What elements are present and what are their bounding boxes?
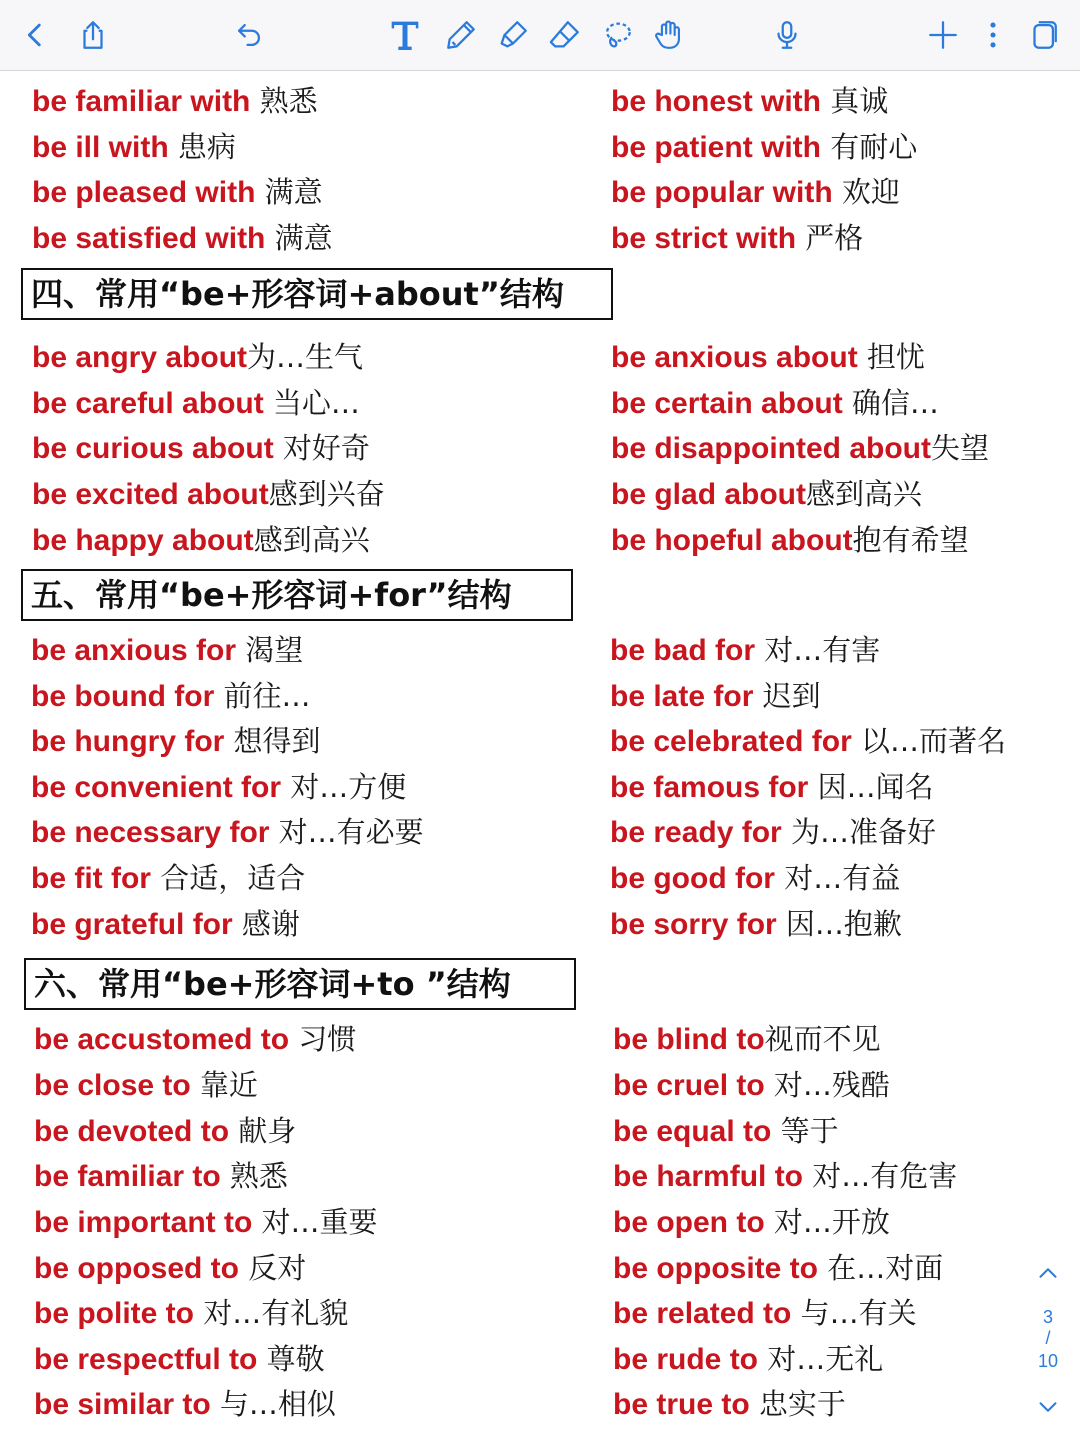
list-item: be patient with 有耐心 bbox=[611, 130, 918, 164]
eraser-icon bbox=[548, 18, 582, 52]
highlighter-button[interactable] bbox=[490, 12, 536, 58]
list-item: be celebrated for 以…而著名 bbox=[610, 724, 1006, 758]
microphone-icon bbox=[770, 18, 804, 52]
list-item: be close to 靠近 bbox=[34, 1068, 258, 1102]
list-item: be good for 对…有益 bbox=[610, 861, 901, 895]
pages-button[interactable] bbox=[1020, 12, 1066, 58]
list-item: be accustomed to 习惯 bbox=[34, 1022, 357, 1056]
lasso-icon bbox=[600, 18, 634, 52]
list-item: be ill with 患病 bbox=[32, 130, 236, 164]
list-item: be open to 对…开放 bbox=[613, 1205, 890, 1239]
list-item: be fit for 合适，适合 bbox=[31, 861, 306, 895]
eraser-button[interactable] bbox=[542, 12, 588, 58]
list-item: be hungry for 想得到 bbox=[31, 724, 321, 758]
page-separator: / bbox=[1045, 1328, 1051, 1348]
next-page-button[interactable] bbox=[1033, 1392, 1063, 1422]
list-item: be similar to 与…相似 bbox=[34, 1387, 336, 1421]
list-item: be sorry for 因…抱歉 bbox=[610, 907, 902, 941]
list-item: be necessary for 对…有必要 bbox=[31, 815, 424, 849]
list-item: be familiar with 熟悉 bbox=[32, 84, 318, 118]
list-item: be important to 对…重要 bbox=[34, 1205, 378, 1239]
section-heading-about: 四、常用“be+形容词+about”结构 bbox=[21, 268, 613, 320]
list-item: be anxious about 担忧 bbox=[611, 340, 925, 374]
list-item: be strict with 严格 bbox=[611, 221, 864, 255]
add-icon bbox=[926, 18, 960, 52]
list-item: be blind to视而不见 bbox=[613, 1022, 881, 1056]
undo-icon bbox=[232, 18, 266, 52]
list-item: be anxious for 渴望 bbox=[31, 633, 304, 667]
section-heading-to: 六、常用“be+形容词+to ”结构 bbox=[24, 958, 576, 1010]
chevron-down-icon bbox=[1033, 1392, 1063, 1422]
text-tool-icon bbox=[385, 15, 425, 55]
list-item: be devoted to 献身 bbox=[34, 1114, 297, 1148]
list-item: be disappointed about失望 bbox=[611, 431, 990, 465]
more-icon bbox=[976, 18, 1010, 52]
list-item: be happy about感到高兴 bbox=[32, 523, 370, 557]
list-item: be certain about 确信… bbox=[611, 386, 939, 420]
document-page[interactable] bbox=[0, 70, 1080, 1440]
list-item: be convenient for 对…方便 bbox=[31, 770, 407, 804]
add-button[interactable] bbox=[920, 12, 966, 58]
microphone-button[interactable] bbox=[764, 12, 810, 58]
list-item: be bound for 前往… bbox=[31, 679, 311, 713]
back-icon bbox=[18, 18, 52, 52]
list-item: be opposite to 在…对面 bbox=[613, 1251, 944, 1285]
list-item: be respectful to 尊敬 bbox=[34, 1342, 325, 1376]
list-item: be satisfied with 满意 bbox=[32, 221, 333, 255]
more-button[interactable] bbox=[970, 12, 1016, 58]
list-item: be glad about感到高兴 bbox=[611, 477, 923, 511]
chevron-up-icon bbox=[1033, 1258, 1063, 1288]
hand-tool-icon bbox=[652, 18, 686, 52]
list-item: be careful about 当心… bbox=[32, 386, 360, 420]
share-button[interactable] bbox=[70, 12, 116, 58]
list-item: be late for 迟到 bbox=[610, 679, 821, 713]
highlighter-icon bbox=[496, 18, 530, 52]
hand-tool-button[interactable] bbox=[646, 12, 692, 58]
list-item: be related to 与…有关 bbox=[613, 1296, 917, 1330]
list-item: be true to 忠实于 bbox=[613, 1387, 846, 1421]
pen-tool-icon bbox=[444, 18, 478, 52]
list-item: be excited about感到兴奋 bbox=[32, 477, 385, 511]
back-button[interactable] bbox=[12, 12, 58, 58]
page-current: 3 bbox=[1042, 1307, 1053, 1327]
list-item: be cruel to 对…残酷 bbox=[613, 1068, 890, 1102]
undo-button[interactable] bbox=[226, 12, 272, 58]
page-total: 10 bbox=[1037, 1351, 1059, 1371]
toolbar bbox=[0, 0, 1080, 71]
text-tool-button[interactable] bbox=[382, 12, 428, 58]
list-item: be equal to 等于 bbox=[613, 1114, 839, 1148]
list-item: be bad for 对…有害 bbox=[610, 633, 881, 667]
list-item: be curious about 对好奇 bbox=[32, 431, 370, 465]
pen-tool-button[interactable] bbox=[438, 12, 484, 58]
list-item: be grateful for 感谢 bbox=[31, 907, 300, 941]
list-item: be ready for 为…准备好 bbox=[610, 815, 936, 849]
list-item: be familiar to 熟悉 bbox=[34, 1159, 288, 1193]
list-item: be hopeful about抱有希望 bbox=[611, 523, 969, 557]
previous-page-button[interactable] bbox=[1033, 1258, 1063, 1288]
share-icon bbox=[76, 18, 110, 52]
list-item: be polite to 对…有礼貌 bbox=[34, 1296, 349, 1330]
list-item: be opposed to 反对 bbox=[34, 1251, 307, 1285]
list-item: be pleased with 满意 bbox=[32, 175, 323, 209]
list-item: be popular with 欢迎 bbox=[611, 175, 900, 209]
list-item: be angry about为…生气 bbox=[32, 340, 364, 374]
pages-icon bbox=[1026, 18, 1060, 52]
list-item: be rude to 对…无礼 bbox=[613, 1342, 884, 1376]
list-item: be harmful to 对…有危害 bbox=[613, 1159, 958, 1193]
list-item: be honest with 真诚 bbox=[611, 84, 889, 118]
section-heading-for: 五、常用“be+形容词+for”结构 bbox=[21, 569, 573, 621]
list-item: be famous for 因…闻名 bbox=[610, 770, 934, 804]
lasso-button[interactable] bbox=[594, 12, 640, 58]
